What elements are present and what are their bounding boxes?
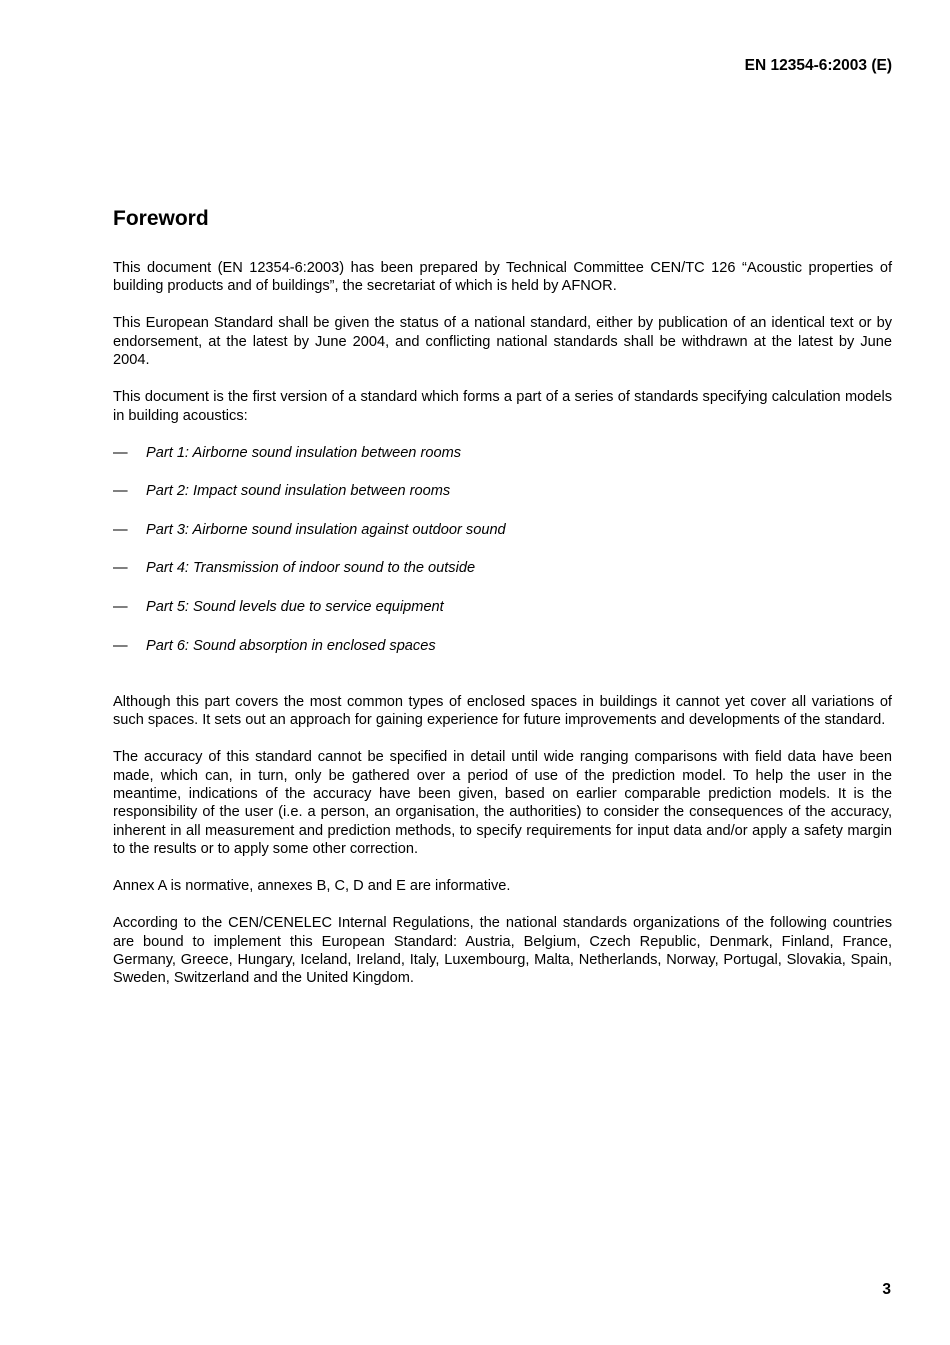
paragraph-annexes: Annex A is normative, annexes B, C, D and E are informative. bbox=[113, 878, 511, 895]
dash-bullet: — bbox=[113, 444, 128, 461]
paragraph-document-info: This document (EN 12354-6:2003) has been prepared by Technical Committee CEN/TC 126 “Acoustic properties of building products and of buildings”, the secretariat of which is held by AFNOR. bbox=[113, 260, 892, 295]
part-title: Part 2: Impact sound insulation between rooms bbox=[146, 483, 451, 500]
list-item bbox=[113, 482, 892, 521]
page-number: 3 bbox=[882, 1281, 891, 1298]
document-id: EN 12354-6:2003 (E) bbox=[744, 57, 892, 74]
paragraph-series-intro: This document is the first version of a standard which forms a part of a series of standards specifying calculation models in building acoustics: bbox=[113, 389, 892, 424]
part-title: Part 6: Sound absorption in enclosed spaces bbox=[146, 637, 436, 654]
paragraph-regulations: According to the CEN/CENELEC Internal Regulations, the national standards organizations of the following countries are bound to implement this European Standard: Austria, Belgium, Czech Republic, Denmark, Finland, France, Germany, Greece, Hungary, Iceland, Ireland, Italy, Luxembourg, Malta, Netherlands, Norway, Portugal, Slovakia, Spain, Sweden, Switzerland and the United Kingdom. bbox=[113, 915, 892, 987]
paragraph-accuracy: The accuracy of this standard cannot be specified in detail until wide ranging comparisons with field data have been made, which can, in turn, only be gathered over a period of use of the prediction model. To help the user in the meantime, indications of the accuracy have been given, based on earlier comparable prediction models. It is the responsibility of the user (i.e. a person, an organisation, the authorities) to consider the consequences of the accuracy, inherent in all measurement and prediction methods, to specify requirements for input data and/or apply a safety margin to the results or to apply some other correction. bbox=[113, 749, 892, 858]
list-item bbox=[113, 559, 892, 598]
dash-bullet: — bbox=[113, 637, 128, 654]
parts-list bbox=[113, 444, 892, 676]
paragraph-status: This European Standard shall be given the status of a national standard, either by publication of an identical text or by endorsement, at the latest by June 2004, and conflicting national standards shall be withdrawn at the latest by June 2004. bbox=[113, 315, 892, 369]
dash-bullet: — bbox=[113, 560, 128, 577]
foreword-heading: Foreword bbox=[113, 207, 209, 230]
part-title: Part 3: Airborne sound insulation against outdoor sound bbox=[146, 521, 506, 538]
part-title: Part 5: Sound levels due to service equipment bbox=[146, 599, 444, 615]
dash-bullet: — bbox=[113, 599, 128, 615]
list-item bbox=[113, 444, 892, 483]
foreword-body bbox=[113, 259, 892, 1006]
dash-bullet: — bbox=[113, 521, 128, 538]
part-title: Part 4: Transmission of indoor sound to the outside bbox=[146, 560, 476, 577]
dash-bullet: — bbox=[113, 483, 128, 500]
list-item bbox=[113, 521, 892, 560]
list-item bbox=[113, 598, 892, 637]
part-title: Part 1: Airborne sound insulation between rooms bbox=[146, 444, 462, 461]
paragraph-scope-note: Although this part covers the most common types of enclosed spaces in buildings it cannot yet cover all variations of such spaces. It sets out an approach for gaining experience for future improvements and developments of the standard. bbox=[113, 693, 892, 729]
list-item bbox=[113, 637, 892, 676]
